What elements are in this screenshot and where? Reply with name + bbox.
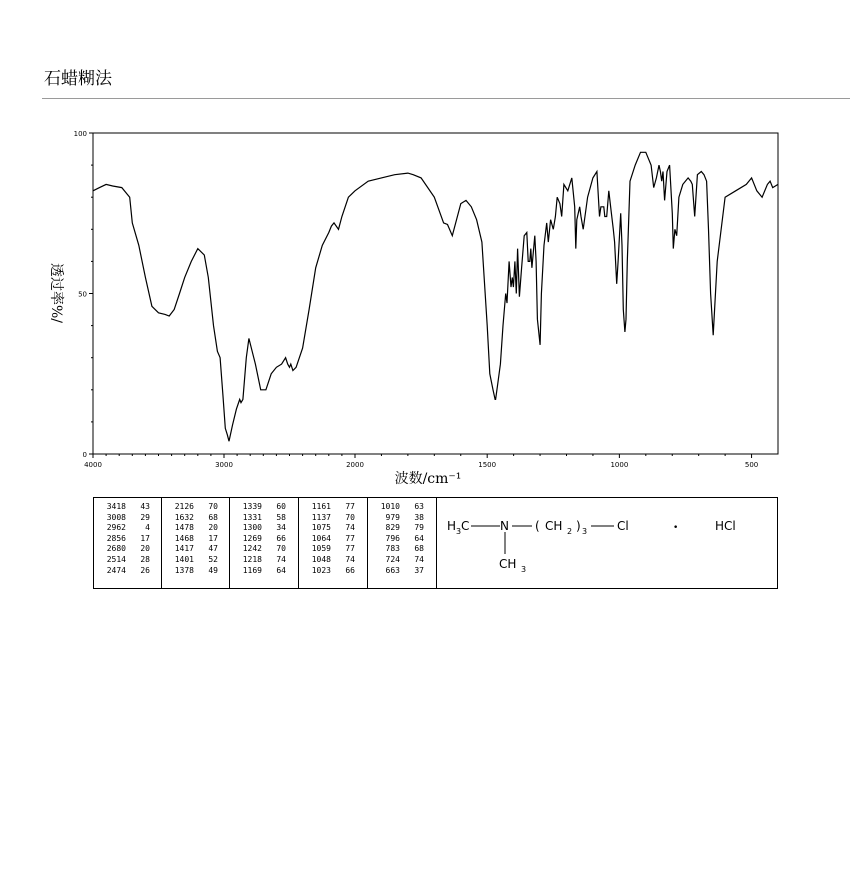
peak-transmittance: 66 (345, 565, 355, 575)
structure-paren-close: ) (576, 519, 581, 533)
peak-row (299, 555, 367, 566)
peak-table (93, 497, 778, 589)
peak-wavenumber: 1169 (242, 565, 262, 575)
peak-row (230, 534, 298, 545)
peak-transmittance: 77 (345, 533, 355, 543)
structure-ch2-sub: 2 (567, 527, 573, 536)
peak-column (230, 498, 299, 588)
peak-transmittance: 77 (345, 502, 355, 511)
peak-wavenumber: 1218 (242, 554, 262, 564)
structure-h: H (447, 519, 457, 533)
peak-transmittance: 58 (276, 512, 286, 522)
spectrum-line (93, 152, 778, 441)
chemical-structure (437, 498, 777, 588)
peak-row (368, 566, 436, 577)
peak-wavenumber: 1401 (174, 554, 194, 564)
peak-row (162, 534, 229, 545)
peak-wavenumber: 1161 (311, 502, 331, 511)
peak-wavenumber: 663 (385, 565, 400, 575)
x-axis-label: 波数/cm⁻¹ (394, 471, 462, 487)
structure-ch3: CH (499, 557, 517, 571)
peak-row (368, 555, 436, 566)
page-title: 石蜡糊法 (44, 69, 112, 89)
peak-transmittance: 68 (208, 512, 218, 522)
structure-c: C (461, 519, 470, 533)
peak-transmittance: 29 (140, 512, 150, 522)
peak-row (94, 566, 161, 577)
peak-wavenumber: 979 (385, 512, 400, 522)
peak-row (230, 566, 298, 577)
peak-transmittance: 64 (276, 565, 286, 575)
peak-transmittance: 4 (145, 523, 150, 533)
peak-row (299, 544, 367, 555)
peak-wavenumber: 724 (385, 554, 400, 564)
peak-row (299, 566, 367, 577)
peak-transmittance: 79 (414, 523, 424, 533)
peak-row (94, 523, 161, 534)
structure-repeat: 3 (582, 527, 588, 536)
peak-transmittance: 74 (414, 554, 424, 564)
peak-transmittance: 70 (345, 512, 355, 522)
peak-row (162, 544, 229, 555)
structure-cl: Cl (617, 519, 629, 533)
peak-transmittance: 17 (208, 533, 218, 543)
peak-wavenumber: 1064 (311, 533, 331, 543)
peak-row (162, 513, 229, 524)
peak-wavenumber: 2962 (106, 523, 126, 533)
peak-row (368, 513, 436, 524)
peak-row (368, 544, 436, 555)
peak-transmittance: 20 (208, 523, 218, 533)
peak-wavenumber: 2514 (106, 554, 126, 564)
x-tick-label: 2000 (346, 461, 364, 469)
peak-wavenumber: 829 (385, 523, 400, 533)
peak-transmittance: 64 (414, 533, 424, 543)
peak-transmittance: 74 (345, 554, 355, 564)
structure-paren-open: ( (535, 519, 540, 533)
peak-wavenumber: 3008 (106, 512, 126, 522)
peak-transmittance: 74 (345, 523, 355, 533)
peak-transmittance: 60 (276, 502, 286, 511)
x-tick-label: 4000 (84, 461, 102, 469)
peak-transmittance: 49 (208, 565, 218, 575)
peak-row (230, 513, 298, 524)
peak-row (299, 502, 367, 513)
peak-transmittance: 70 (208, 502, 218, 511)
peak-column (368, 498, 437, 588)
peak-wavenumber: 1468 (174, 533, 194, 543)
peak-transmittance: 68 (414, 544, 424, 554)
peak-wavenumber: 2126 (174, 502, 194, 511)
peak-transmittance: 43 (140, 502, 150, 511)
peak-wavenumber: 1059 (311, 544, 331, 554)
peak-wavenumber: 1075 (311, 523, 331, 533)
peak-transmittance: 70 (276, 544, 286, 554)
peak-wavenumber: 2680 (106, 544, 126, 554)
peak-row (94, 544, 161, 555)
peak-row (299, 513, 367, 524)
y-axis-label: 透过率%/ (48, 262, 64, 324)
peak-column (94, 498, 162, 588)
peak-transmittance: 47 (208, 544, 218, 554)
peak-wavenumber: 3418 (106, 502, 126, 511)
peak-row (299, 534, 367, 545)
y-tick-label: 0 (82, 451, 87, 459)
peak-row (368, 534, 436, 545)
peak-wavenumber: 2474 (106, 565, 126, 575)
structure-hcl: HCl (715, 519, 736, 533)
peak-wavenumber: 1417 (174, 544, 194, 554)
peak-transmittance: 26 (140, 565, 150, 575)
peak-row (162, 523, 229, 534)
structure-h-sub: 3 (456, 527, 462, 536)
peak-transmittance: 37 (414, 565, 424, 575)
peak-wavenumber: 1478 (174, 523, 194, 533)
structure-ch3-sub: 3 (521, 565, 527, 574)
peak-transmittance: 77 (345, 544, 355, 554)
y-tick-label: 50 (78, 290, 87, 299)
peak-wavenumber: 1269 (242, 533, 262, 543)
plot-frame (93, 133, 778, 454)
peak-wavenumber: 1378 (174, 565, 194, 575)
peak-transmittance: 66 (276, 533, 286, 543)
peak-row (368, 523, 436, 534)
peak-wavenumber: 1632 (174, 512, 194, 522)
structure-dot: • (673, 523, 679, 533)
peak-transmittance: 34 (276, 523, 286, 533)
peak-row (162, 555, 229, 566)
peak-wavenumber: 1010 (380, 502, 400, 511)
peak-wavenumber: 1242 (242, 544, 262, 554)
peak-row (94, 555, 161, 566)
peak-transmittance: 63 (414, 502, 424, 511)
peak-row (94, 513, 161, 524)
peak-wavenumber: 1023 (311, 565, 331, 575)
peak-row (94, 502, 161, 513)
peak-row (230, 544, 298, 555)
peak-transmittance: 52 (208, 554, 218, 564)
peak-wavenumber: 1300 (242, 523, 262, 533)
peak-wavenumber: 1137 (311, 512, 331, 522)
peak-row (162, 502, 229, 513)
peak-wavenumber: 783 (385, 544, 400, 554)
peak-column (162, 498, 230, 588)
x-tick-label: 3000 (215, 461, 233, 469)
peak-wavenumber: 2856 (106, 533, 126, 543)
peak-columns (94, 498, 437, 588)
peak-row (368, 502, 436, 513)
peak-column (299, 498, 368, 588)
peak-transmittance: 74 (276, 554, 286, 564)
peak-row (230, 502, 298, 513)
peak-wavenumber: 1331 (242, 512, 262, 522)
peak-wavenumber: 796 (385, 533, 400, 543)
structure-n: N (500, 519, 509, 533)
peak-wavenumber: 1339 (242, 502, 262, 511)
peak-transmittance: 28 (140, 554, 150, 564)
peak-row (94, 534, 161, 545)
peak-wavenumber: 1048 (311, 554, 331, 564)
peak-transmittance: 17 (140, 533, 150, 543)
peak-row (162, 566, 229, 577)
peak-row (299, 523, 367, 534)
y-tick-label: 100 (73, 130, 87, 138)
peak-row (230, 523, 298, 534)
x-tick-label: 1000 (610, 461, 629, 469)
x-tick-label: 1500 (478, 461, 497, 469)
structure-ch2: CH (545, 519, 563, 533)
peak-transmittance: 38 (414, 512, 424, 522)
x-tick-label: 500 (744, 461, 759, 469)
peak-row (230, 555, 298, 566)
peak-transmittance: 20 (140, 544, 150, 554)
